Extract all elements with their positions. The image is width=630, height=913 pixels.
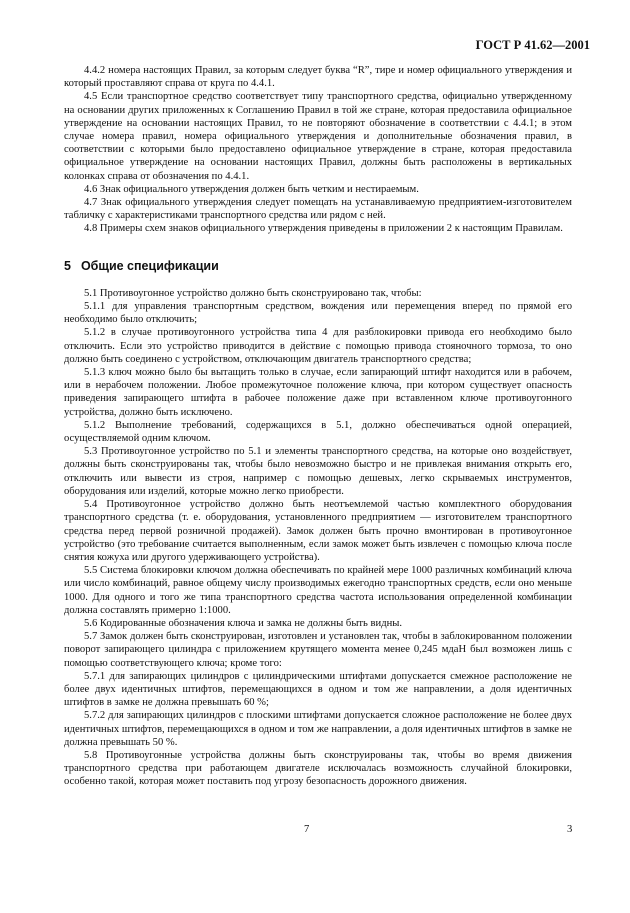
page-number-right: 3 <box>567 824 573 835</box>
standard-header: ГОСТ Р 41.62—2001 <box>475 38 590 52</box>
paragraph-5-1-3: 5.1.3 ключ можно было бы вытащить только в случае, если запирающий штифт находится или в рабочем, или в нерабочем положении. Любое промежуточное положение ключа, при котором существует опасность приведения запирающего штифта в рабочее положение даже при вставленном ключе противоугонного устройства, должно быть исключено. <box>64 367 572 418</box>
section-heading <box>64 260 572 273</box>
paragraph-4-6: 4.6 Знак официального утверждения должен быть четким и нестираемым. <box>84 183 419 195</box>
section-number: 5 <box>64 258 71 273</box>
paragraph-4-8: 4.8 Примеры схем знаков официального утверждения приведены в приложении 2 к настоящим Правилам. <box>84 223 563 235</box>
section-title: Общие спецификации <box>80 258 219 273</box>
paragraph-5-1-1: 5.1.1 для управления транспортным средством, вождения или перемещения вперед по прямой его необходимо было отключить; <box>64 301 572 326</box>
paragraph-5-2: 5.1.2 Выполнение требований, содержащихся в 5.1, должно обеспечиваться одной операцией, осуществляемой одним ключом. <box>64 419 572 445</box>
paragraph-5-7-1: 5.7.1 для запирающих цилиндров с цилиндрическими штифтами допускается смежное расположение не более двух идентичных штифтов, перемещающихся в одном и том же направлении, а доля идентичных штифтов в замке не должна превышать 60 %; <box>64 670 572 709</box>
paragraph-5-1-2: 5.1.2 в случае противоугонного устройства типа 4 для разблокировки привода его необходимо было отключить. Если это устройство приводится в действие с помощью привода стояночного тормоза, то оно должно быть соединено с устройством, отключающим двигатель транспортного средства; <box>64 327 572 365</box>
paragraph-5-6: 5.6 Кодированные обозначения ключа и замка не должны быть видны. <box>84 617 403 629</box>
paragraph-4-7: 4.7 Знак официального утверждения следует помещать на устанавливаемую предприятием-изготовителем табличку с характеристиками транспортного средства или рядом с ней. <box>64 197 572 222</box>
paragraph-4-5: 4.5 Если транспортное средство соответствует типу транспортного средства, официально утвержденному на основании других приложенных к Соглашению Правил в той же стране, которая предоставила официальное утверждение на основании настоящих Правил, то не повторяют обозначение в соответствии с 4.4.1; в этом случае номера правил, номера официального утверждения и дополнительные обозначения правил, в соответствии с которыми было предоставлено официальное утверждение в стране, которая предоставила официальное утверждение на основании настоящих Правил, должны быть расположены в вертикальных колонках справа от обозначения по 4.4.1. <box>64 91 572 182</box>
clause-4-group <box>64 64 572 236</box>
paragraph-5-3: 5.3 Противоугонное устройство по 5.1 и элементы транспортного средства, на которые оно воздействует, должны быть сконструированы так, чтобы было невозможно быстро и не привлекая внимания открыть его, отключить или вывести из строя, например с помощью дешевых, легко скрываемых инструментов, оборудования или изделий, которые можно легко приобрести. <box>64 446 572 497</box>
paragraph-5-1: 5.1 Противоугонное устройство должно быть сконструировано так, чтобы: <box>84 287 422 299</box>
paragraph-5-7-2: 5.7.2 для запирающих цилиндров с плоскими штифтами допускается сложное расположение не более двух идентичных штифтов, перемещающихся в одном и том же направлении, а доля идентичных штифтов в замке не должна превышать 50 %. <box>64 710 572 748</box>
paragraph-5-8: 5.8 Противоугонные устройства должны быть сконструированы так, чтобы во время движения транспортного средства при работающем двигателе исключалась возможность случайной блокировки, особенно такой, которая может поставить под угрозу безопасность дорожного движения. <box>64 749 572 788</box>
page-body <box>64 64 572 789</box>
paragraph-5-4: 5.4 Противоугонное устройство должно быть неотъемлемой частью комплектного оборудования транспортного средства (т. е. оборудования, установленного предприятием — изготовителем транспортного средства перед первой розничной продажей). Замок должен быть прочно вмонтирован в противоугонное устройство (это требование считается выполненным, если замок может быть извлечен с помощью ключа после снятия кожуха или другого удерживающего устройства). <box>64 499 572 563</box>
clause-5-group <box>64 287 572 789</box>
page-number-center: 7 <box>304 824 310 835</box>
paragraph-5-5: 5.5 Система блокировки ключом должна обеспечивать по крайней мере 1000 различных комбинаций ключа или число комбинаций, равное общему числу производимых ежегодно транспортных средств, если оно меньше 1000. Для одного и того же типа транспортного средства частота использования определенной комбинации должна составлять примерно 1:1000. <box>64 565 572 616</box>
paragraph-5-7: 5.7 Замок должен быть сконструирован, изготовлен и установлен так, чтобы в заблокированном положении поворот запирающего цилиндра с приложением крутящего момента менее 0,245 мдаН был возможен лишь с помощью соответствующего ключа; кроме того: <box>64 631 572 669</box>
paragraph-4-4-2: 4.4.2 номера настоящих Правил, за которым следует буква “R”, тире и номер официального утверждения и который проставляют справа от круга по 4.4.1. <box>64 65 572 90</box>
